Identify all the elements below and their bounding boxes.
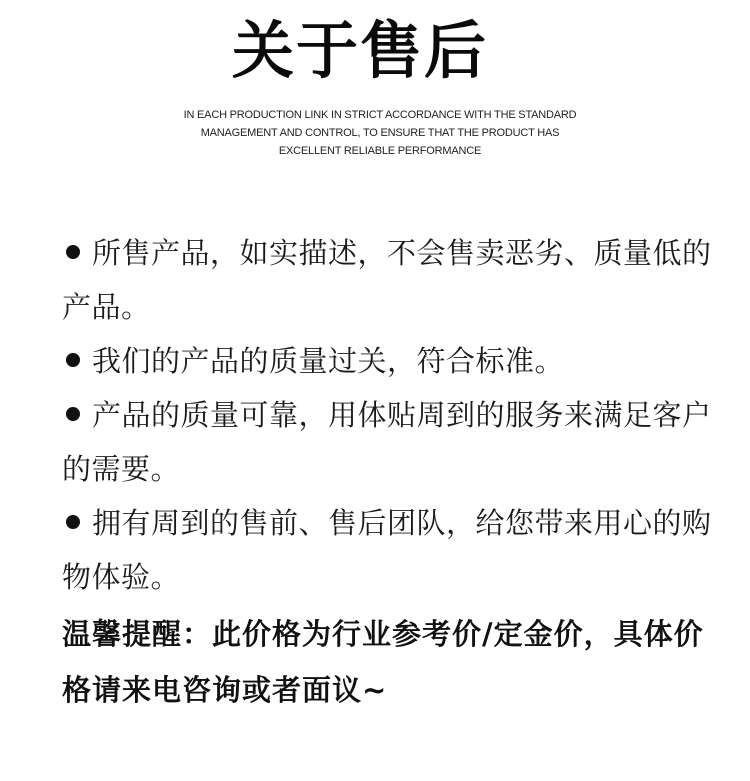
point-text: 产品的质量可靠，用体贴周到的服务来满足客户的需要。 bbox=[62, 398, 712, 486]
subtitle-line: EXCELLENT RELIABLE PERFORMANCE bbox=[278, 145, 482, 157]
subtitle-line: MANAGEMENT AND CONTROL, TO ENSURE THAT THE PRODUCT HAS bbox=[200, 127, 560, 139]
point-item bbox=[62, 496, 712, 604]
point-item bbox=[62, 334, 712, 388]
bullet-icon bbox=[66, 353, 80, 367]
bullet-icon bbox=[66, 407, 80, 421]
point-item bbox=[62, 388, 712, 496]
point-text: 所售产品，如实描述，不会售卖恶劣、质量低的产品。 bbox=[62, 236, 712, 324]
point-item bbox=[62, 226, 712, 334]
page-title: 关于售后 bbox=[231, 14, 488, 87]
bullet-icon bbox=[66, 245, 80, 259]
point-text: 我们的产品的质量过关，符合标准。 bbox=[92, 344, 565, 378]
point-text: 拥有周到的售前、售后团队，给您带来用心的购物体验。 bbox=[62, 506, 712, 594]
price-notice: 温馨提醒：此价格为行业参考价/定金价，具体价格请来电咨询或者面议~ bbox=[62, 617, 704, 707]
bullet-icon bbox=[66, 515, 80, 529]
after-sales-content bbox=[62, 226, 712, 718]
subtitle bbox=[0, 106, 750, 160]
subtitle-line: IN EACH PRODUCTION LINK IN STRICT ACCORDANCE WITH THE STANDARD bbox=[183, 109, 577, 121]
